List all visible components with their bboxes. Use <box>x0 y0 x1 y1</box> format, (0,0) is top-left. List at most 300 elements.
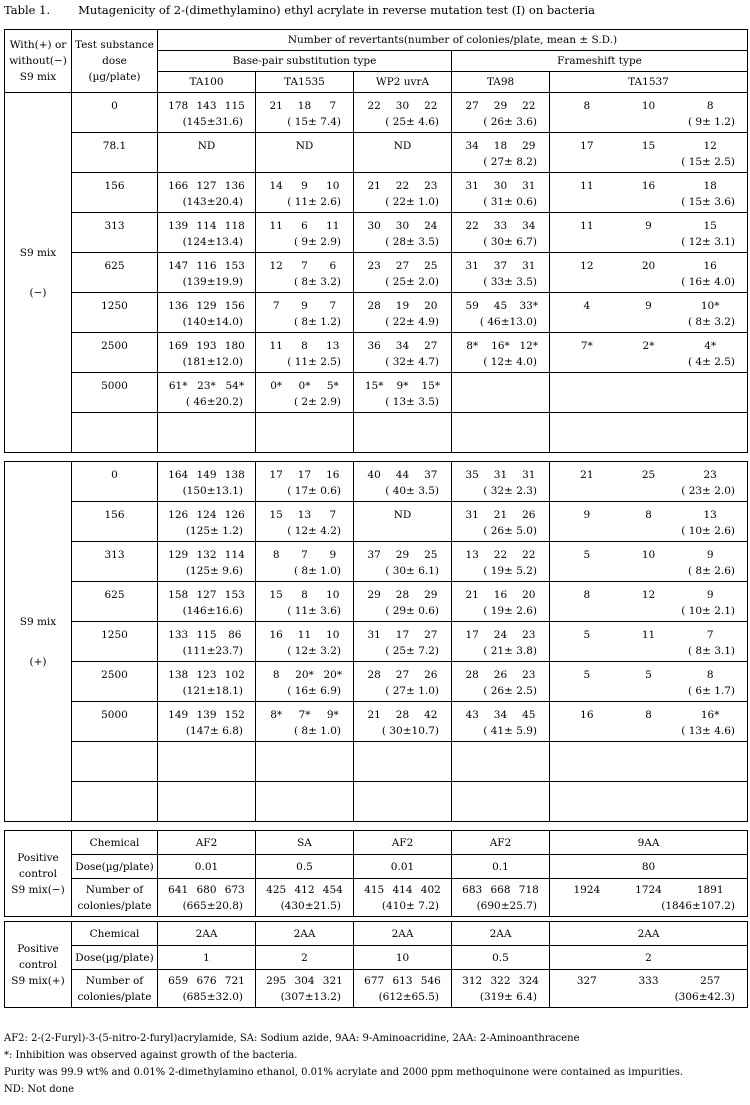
colony-count: 14 <box>269 180 283 192</box>
colony-counts <box>552 587 745 603</box>
colony-count: 11 <box>580 220 594 232</box>
colony-counts <box>258 707 351 723</box>
dose-value-cell: 2 <box>550 946 748 970</box>
mean-sd: ( 8± 1.0) <box>293 565 341 577</box>
colony-count: 9 <box>645 300 652 312</box>
result-cell <box>158 253 256 293</box>
colony-count: 25 <box>424 549 438 561</box>
mean-sd: (146±16.6) <box>182 605 243 617</box>
result-cell <box>354 782 452 822</box>
count-label <box>72 970 158 1008</box>
colony-count: 31 <box>522 260 536 272</box>
dose-cell: 625 <box>72 582 158 622</box>
result-cell <box>452 742 550 782</box>
result-cell <box>354 413 452 453</box>
result-cell <box>354 133 452 173</box>
mean-sd: ( 25± 7.2) <box>385 645 439 657</box>
result-cell <box>550 253 748 293</box>
colony-count: 21 <box>580 469 594 481</box>
colony-counts <box>160 973 253 989</box>
mean-sd: ( 40± 3.5) <box>385 485 439 497</box>
colony-count: 31 <box>465 509 479 521</box>
result-cell <box>256 213 354 253</box>
colony-count: 30 <box>395 220 410 232</box>
mean-sd: (665±20.8) <box>182 899 243 912</box>
dose-cell <box>72 782 158 822</box>
strain-header: WP2 uvrA <box>354 72 452 93</box>
gap <box>5 453 748 462</box>
colony-count: 21 <box>465 589 479 601</box>
colony-count: 16 <box>580 709 594 721</box>
colony-counts <box>356 547 449 563</box>
colony-count: 13 <box>297 509 312 521</box>
colony-count: 136 <box>168 300 189 312</box>
positive-label <box>5 922 72 1008</box>
colony-counts <box>258 218 351 234</box>
colony-count: 412 <box>294 883 315 896</box>
colony-count: 115 <box>196 629 217 641</box>
result-cell <box>354 502 452 542</box>
colony-count: 31 <box>493 469 508 481</box>
result-cell <box>158 293 256 333</box>
positive-chem-row <box>5 831 748 855</box>
colony-count: 402 <box>420 883 441 896</box>
colony-count: 718 <box>518 883 539 896</box>
s9-label <box>5 93 72 453</box>
result-cell <box>354 173 452 213</box>
colony-count: 546 <box>420 974 441 987</box>
mean-sd: ( 21± 3.8) <box>483 645 537 657</box>
chem-cell: 9AA <box>550 831 748 855</box>
colony-counts <box>160 587 253 603</box>
result-cell <box>452 373 550 413</box>
data-row <box>5 373 748 413</box>
dose-label: Dose(µg/plate) <box>72 946 158 970</box>
colony-count: 31 <box>522 180 536 192</box>
colony-count: 12 <box>269 260 283 272</box>
colony-count: 37 <box>367 549 381 561</box>
result-cell <box>256 582 354 622</box>
mean-sd: ( 26± 3.6) <box>483 116 537 128</box>
colony-counts <box>552 707 745 723</box>
dose-cell: 5000 <box>72 702 158 742</box>
colony-count: 30 <box>493 180 508 192</box>
table-title <box>4 3 623 17</box>
table-caption: Mutagenicity of 2-(dimethylamino) ethyl acrylate in reverse mutation test (I) on bacteria <box>78 3 596 17</box>
mean-sd: (410± 7.2) <box>381 899 439 912</box>
colony-count: 29 <box>424 589 438 601</box>
colony-count: 7 <box>329 509 337 521</box>
mean-sd: (150±13.1) <box>182 485 243 497</box>
result-cell <box>452 462 550 502</box>
colony-count: 0* <box>270 380 283 392</box>
colony-count: 180 <box>224 340 245 352</box>
colony-count: 20 <box>424 300 438 312</box>
colony-count: 9 <box>329 549 337 561</box>
result-cell <box>452 213 550 253</box>
mean-sd: ( 41± 5.9) <box>483 725 537 737</box>
result-cell <box>452 333 550 373</box>
dose-cell: 5000 <box>72 373 158 413</box>
colony-count: 178 <box>168 100 189 112</box>
colony-counts <box>454 507 547 523</box>
result-cell <box>354 582 452 622</box>
colony-count: 5 <box>645 669 652 681</box>
mean-sd: (140±14.0) <box>182 316 243 328</box>
result-cell <box>256 742 354 782</box>
s9-label-text: S9 mix <box>19 246 57 259</box>
result-cell <box>158 413 256 453</box>
dose-cell: 156 <box>72 502 158 542</box>
colony-count: 10 <box>326 589 340 601</box>
result-cell <box>256 702 354 742</box>
mean-sd: ( 26± 2.5) <box>483 685 537 697</box>
result-cell <box>158 702 256 742</box>
colony-count: 29 <box>493 100 508 112</box>
colony-count: 158 <box>168 589 189 601</box>
colony-count: 6 <box>329 260 337 272</box>
header-text: dose <box>102 55 127 67</box>
count-cell <box>452 879 550 917</box>
mean-sd: ( 4± 2.5) <box>687 356 735 368</box>
result-cell <box>158 133 256 173</box>
header-revertants: Number of revertants(number of colonies/plate, mean ± S.D.) <box>158 30 748 51</box>
colony-count: 24 <box>424 220 438 232</box>
colony-counts <box>160 258 253 274</box>
positive-dose-row <box>5 946 748 970</box>
mean-sd: ( 28± 3.5) <box>385 236 439 248</box>
colony-count: 26 <box>424 669 438 681</box>
colony-count: 136 <box>224 180 245 192</box>
colony-counts <box>258 338 351 354</box>
header-row <box>5 30 748 51</box>
colony-count: 45 <box>493 300 508 312</box>
colony-count: 0* <box>298 380 311 392</box>
colony-count: 11 <box>269 220 283 232</box>
colony-count: 102 <box>224 669 245 681</box>
colony-counts <box>552 547 745 563</box>
colony-count: 9 <box>301 300 308 312</box>
colony-count: 11 <box>269 340 283 352</box>
colony-counts <box>356 258 449 274</box>
colony-count: 11 <box>641 629 656 641</box>
colony-count: 22 <box>395 180 410 192</box>
colony-count: 33* <box>519 300 539 312</box>
colony-counts <box>258 507 351 523</box>
colony-count: 17 <box>580 140 594 152</box>
not-done: ND <box>197 140 216 152</box>
colony-count: 18 <box>703 180 717 192</box>
result-cell <box>158 502 256 542</box>
mean-sd: ( 11± 3.6) <box>287 605 341 617</box>
dose-value-cell: 80 <box>550 855 748 879</box>
result-cell <box>452 253 550 293</box>
colony-counts <box>552 507 745 523</box>
result-cell <box>354 542 452 582</box>
result-cell <box>256 173 354 213</box>
colony-count: 138 <box>168 669 189 681</box>
colony-count: 321 <box>322 974 343 987</box>
result-cell <box>550 333 748 373</box>
colony-count: 36 <box>367 340 381 352</box>
colony-count: 8 <box>706 669 714 681</box>
colony-count: 28 <box>465 669 479 681</box>
dose-value-cell: 0.01 <box>158 855 256 879</box>
result-cell <box>452 662 550 702</box>
colony-counts <box>160 627 253 643</box>
colony-count: 169 <box>168 340 189 352</box>
colony-counts <box>356 338 449 354</box>
result-cell <box>452 502 550 542</box>
mean-sd: (125± 1.2) <box>185 525 243 537</box>
mean-sd: ( 30±10.7) <box>381 725 439 737</box>
colony-counts <box>356 667 449 683</box>
mean-sd: (306±42.3) <box>674 990 735 1003</box>
result-cell <box>256 133 354 173</box>
colony-count: 2* <box>642 340 655 352</box>
colony-counts <box>258 882 351 898</box>
result-cell <box>550 582 748 622</box>
result-cell <box>256 253 354 293</box>
colony-count: 641 <box>168 883 189 896</box>
mean-sd: (612±65.5) <box>378 990 439 1003</box>
colony-count: 10 <box>326 180 340 192</box>
colony-count: 124 <box>196 509 217 521</box>
mean-sd: ( 10± 2.1) <box>681 605 735 617</box>
colony-count: 22 <box>367 100 381 112</box>
colony-count: 18 <box>297 100 312 112</box>
colony-count: 7 <box>301 260 308 272</box>
chem-cell: AF2 <box>452 831 550 855</box>
colony-counts <box>552 338 745 354</box>
colony-counts <box>356 707 449 723</box>
colony-count: 8 <box>301 589 308 601</box>
colony-count: 312 <box>462 974 483 987</box>
mean-sd: (690±25.7) <box>476 899 537 912</box>
colony-count: 23 <box>367 260 381 272</box>
dose-value-cell: 1 <box>158 946 256 970</box>
colony-count: 13 <box>326 340 340 352</box>
data-row <box>5 133 748 173</box>
colony-count: 16* <box>700 709 720 721</box>
mean-sd: ( 32± 4.7) <box>385 356 439 368</box>
colony-count: 13 <box>703 509 717 521</box>
colony-count: 31 <box>367 629 381 641</box>
colony-count: 20* <box>295 669 314 681</box>
colony-counts <box>552 138 745 154</box>
count-cell <box>158 879 256 917</box>
result-cell <box>550 413 748 453</box>
mean-sd: ( 9± 2.9) <box>293 236 341 248</box>
dose-cell: 0 <box>72 462 158 502</box>
result-cell <box>550 782 748 822</box>
colony-counts <box>258 98 351 114</box>
colony-count: 34 <box>395 340 410 352</box>
result-cell <box>256 502 354 542</box>
colony-counts <box>454 667 547 683</box>
colony-count: 43 <box>465 709 479 721</box>
colony-count: 16 <box>703 260 717 272</box>
colony-counts <box>454 178 547 194</box>
colony-counts <box>454 258 547 274</box>
s9-label-text: S9 mix <box>19 615 57 628</box>
data-row <box>5 502 748 542</box>
dose-cell <box>72 742 158 782</box>
colony-count: 9 <box>583 509 591 521</box>
colony-count: 22 <box>424 100 438 112</box>
mean-sd: ( 27± 1.0) <box>385 685 439 697</box>
not-done: ND <box>295 140 314 152</box>
result-cell <box>158 373 256 413</box>
s9-label-text: (+) <box>29 655 47 668</box>
colony-counts <box>552 882 745 898</box>
result-cell <box>452 93 550 133</box>
mean-sd: ( 46±20.2) <box>185 396 243 408</box>
colony-counts <box>356 98 449 114</box>
colony-count: 7 <box>272 300 280 312</box>
colony-count: 7* <box>580 340 593 352</box>
gap-row <box>5 822 748 831</box>
dose-cell <box>72 413 158 453</box>
header-dose <box>72 30 158 93</box>
header-frameshift: Frameshift type <box>452 51 748 72</box>
strain-header: TA100 <box>158 72 256 93</box>
colony-count: 9 <box>645 220 652 232</box>
positive-chem-row <box>5 922 748 946</box>
colony-count: 17 <box>395 629 410 641</box>
result-cell <box>452 133 550 173</box>
colony-count: 28 <box>367 300 381 312</box>
mean-sd: ( 31± 0.6) <box>483 196 537 208</box>
colony-count: 147 <box>168 260 189 272</box>
mean-sd: ( 33± 3.5) <box>483 276 537 288</box>
colony-counts <box>160 338 253 354</box>
mean-sd: ( 12± 3.1) <box>681 236 735 248</box>
result-cell <box>452 782 550 822</box>
mean-sd: ( 9± 1.2) <box>687 116 735 128</box>
gap-row <box>5 453 748 462</box>
colony-count: 127 <box>196 180 217 192</box>
colony-count: 23 <box>522 669 536 681</box>
colony-counts <box>160 178 253 194</box>
colony-count: 22 <box>493 549 508 561</box>
colony-count: 25 <box>424 260 438 272</box>
colony-counts <box>258 298 351 314</box>
mean-sd: (143±20.4) <box>182 196 243 208</box>
colony-count: 680 <box>196 883 217 896</box>
mean-sd: (125± 9.6) <box>185 565 243 577</box>
colony-count: 6 <box>301 220 308 232</box>
colony-count: 118 <box>224 220 245 232</box>
chem-cell: 2AA <box>452 922 550 946</box>
colony-count: 23 <box>424 180 438 192</box>
colony-counts <box>258 973 351 989</box>
colony-count: 27 <box>465 100 479 112</box>
result-cell <box>354 622 452 662</box>
colony-count: 8 <box>583 100 591 112</box>
result-cell <box>550 373 748 413</box>
colony-count: 4* <box>704 340 717 352</box>
colony-count: 7 <box>706 629 714 641</box>
colony-count: 5 <box>583 549 591 561</box>
colony-count: 11 <box>580 180 594 192</box>
count-label-text: colonies/plate <box>77 990 152 1003</box>
colony-count: 164 <box>168 469 189 481</box>
colony-count: 22 <box>465 220 479 232</box>
colony-count: 20 <box>522 589 536 601</box>
colony-count: 149 <box>196 469 217 481</box>
table-footnotes <box>4 1030 683 1098</box>
colony-count: 9 <box>706 589 714 601</box>
result-cell <box>550 742 748 782</box>
result-cell <box>256 293 354 333</box>
colony-count: 8 <box>645 509 652 521</box>
mean-sd: ( 15± 2.5) <box>681 156 735 168</box>
colony-count: 257 <box>700 974 721 987</box>
colony-count: 16* <box>491 340 510 352</box>
colony-count: 153 <box>224 589 245 601</box>
colony-count: 7 <box>329 100 337 112</box>
colony-count: 27 <box>395 669 410 681</box>
colony-count: 16 <box>269 629 283 641</box>
mean-sd: ( 29± 0.6) <box>385 605 439 617</box>
colony-counts <box>454 98 547 114</box>
colony-count: 59 <box>465 300 479 312</box>
mean-sd: ( 25± 4.6) <box>385 116 439 128</box>
gap <box>5 822 748 831</box>
colony-counts <box>160 298 253 314</box>
colony-count: 8 <box>583 589 591 601</box>
dose-value-cell: 0.01 <box>354 855 452 879</box>
table-number: Table 1. <box>4 3 51 17</box>
dose-cell: 625 <box>72 253 158 293</box>
result-cell <box>550 702 748 742</box>
colony-count: 132 <box>196 549 217 561</box>
data-row <box>5 702 748 742</box>
colony-count: 30 <box>367 220 381 232</box>
colony-counts <box>258 547 351 563</box>
count-label <box>72 879 158 917</box>
colony-count: 37 <box>424 469 438 481</box>
colony-count: 45 <box>522 709 536 721</box>
mean-sd: ( 15± 3.6) <box>681 196 735 208</box>
colony-count: 152 <box>224 709 245 721</box>
count-cell <box>158 970 256 1008</box>
colony-count: 156 <box>224 300 245 312</box>
not-done: ND <box>393 509 412 521</box>
result-cell <box>256 373 354 413</box>
result-cell <box>256 662 354 702</box>
colony-counts <box>552 218 745 234</box>
colony-count: 304 <box>294 974 315 987</box>
colony-count: 166 <box>168 180 189 192</box>
chem-cell: AF2 <box>158 831 256 855</box>
dose-cell: 313 <box>72 213 158 253</box>
colony-count: 114 <box>196 220 217 232</box>
data-row <box>5 622 748 662</box>
colony-counts <box>160 98 253 114</box>
dose-value-cell: 2 <box>256 946 354 970</box>
colony-count: 129 <box>168 549 189 561</box>
mean-sd: ( 46±13.0) <box>479 316 537 328</box>
colony-counts <box>552 627 745 643</box>
colony-count: 127 <box>196 589 217 601</box>
colony-count: 5 <box>583 629 591 641</box>
dose-cell: 0 <box>72 93 158 133</box>
colony-count: 116 <box>196 260 217 272</box>
colony-counts <box>160 707 253 723</box>
count-cell <box>354 970 452 1008</box>
